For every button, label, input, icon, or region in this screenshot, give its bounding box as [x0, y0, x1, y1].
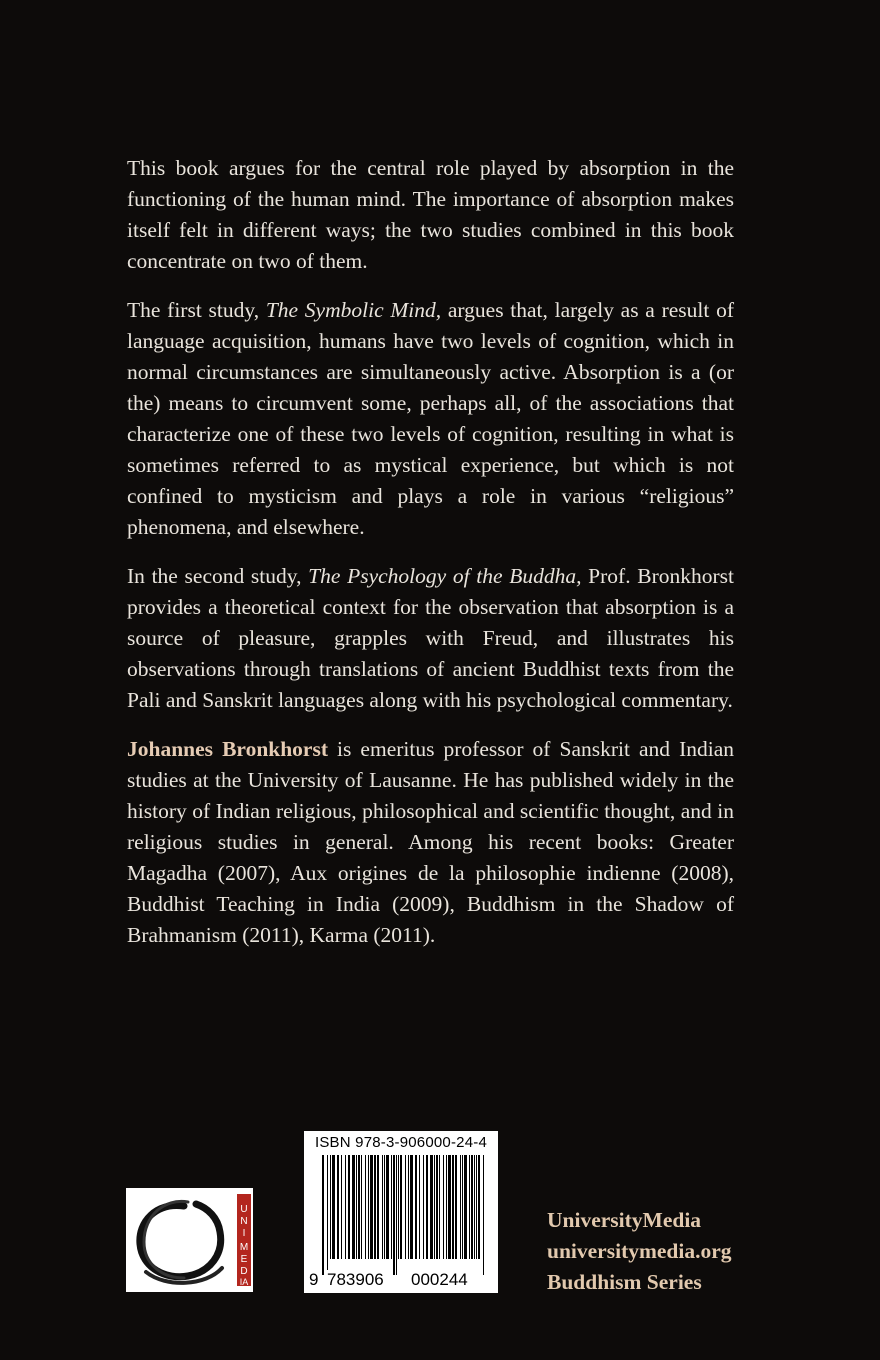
barcode-bar: [396, 1155, 397, 1275]
barcode-bar: [464, 1155, 467, 1259]
barcode-digit-group-1: 783906: [327, 1270, 384, 1289]
barcode-bar: [382, 1155, 383, 1259]
isbn-barcode: [304, 1131, 498, 1293]
barcode-bar: [410, 1155, 413, 1259]
blurb-paragraph-2: The first study, The Symbolic Mind, argues that, largely as a result of language acquisition, humans have two levels of cognition, which in normal circumstances are simultaneously active. Absorption is a (or the) means to circumvent some, perhaps all, of the associations that characterize one of these two levels of cognition, resulting in what is sometimes referred to as mystical experience, but which is not confined to mysticism and plays a role in various “religious” phenomena, and elsewhere.: [127, 298, 734, 539]
barcode-bar: [398, 1155, 399, 1259]
barcode-bar: [391, 1155, 392, 1259]
series-name: Buddhism Series: [547, 1270, 702, 1294]
barcode-bar: [330, 1155, 331, 1259]
barcode-bar: [430, 1155, 433, 1259]
book-title-symbolic-mind: The Symbolic Mind,: [265, 298, 442, 322]
barcode-bar: [434, 1155, 435, 1259]
barcode-bar: [469, 1155, 470, 1259]
barcode-bar: [370, 1155, 373, 1259]
svg-text:N: N: [240, 1216, 248, 1227]
back-cover-blurb: [127, 153, 734, 969]
barcode-bar: [452, 1155, 454, 1259]
barcode-bar: [348, 1155, 350, 1259]
barcode-bar: [377, 1155, 379, 1259]
author-bio: Johannes Bronkhorst is emeritus professor of Sanskrit and Indian studies at the University of Lausanne. He has published widely in the history of Indian religious, philosophical and scientific thought, and in religious studies in general. Among his recent books: Greater Magadha (2007), Aux origines de la philosophie indienne (2008), Buddhist Teaching in India (2009), Buddhism in the Shadow of Brahmanism (2011), Karma (2011).: [127, 737, 735, 947]
publisher-name: UniversityMedia: [547, 1208, 702, 1232]
barcode-bar: [322, 1155, 324, 1275]
barcode-digit-lead: 9: [309, 1270, 319, 1289]
barcode-bar: [436, 1155, 438, 1259]
book-title-psychology-buddha: The Psychology of the Buddha,: [308, 564, 582, 588]
barcode-bar: [415, 1155, 417, 1259]
barcode-bar: [446, 1155, 447, 1259]
barcode-bar: [471, 1155, 473, 1259]
svg-text:M: M: [239, 1242, 249, 1253]
barcode-bar: [478, 1155, 480, 1259]
barcode-bar: [408, 1155, 409, 1259]
barcode-bar: [374, 1155, 376, 1259]
svg-text:E: E: [240, 1254, 248, 1265]
barcode-bar: [393, 1155, 395, 1275]
publisher-info: [547, 1205, 767, 1298]
barcode-digit-group-2: 000244: [411, 1270, 468, 1289]
barcode-bar: [423, 1155, 424, 1259]
barcode-bar: [386, 1155, 389, 1259]
barcode-bar: [327, 1155, 328, 1275]
barcode-bar: [405, 1155, 406, 1259]
barcode-bar: [341, 1155, 342, 1259]
barcode-bar: [352, 1155, 355, 1259]
svg-text:U: U: [240, 1204, 248, 1215]
barcode-bar: [337, 1155, 339, 1259]
barcode-bar: [384, 1155, 385, 1259]
publisher-logo: [126, 1188, 253, 1292]
barcode-bar: [462, 1155, 463, 1259]
enso-circle-icon: [126, 1188, 253, 1292]
barcode-bar: [460, 1155, 461, 1259]
barcode-bar: [483, 1155, 484, 1275]
barcode-bar: [356, 1155, 357, 1259]
svg-text:IA: IA: [239, 1277, 249, 1287]
barcode-bar: [345, 1155, 346, 1259]
publisher-url[interactable]: universitymedia.org: [547, 1239, 732, 1263]
barcode-bar: [368, 1155, 369, 1259]
barcode-bars: [310, 1155, 492, 1275]
barcode-digits: [306, 1269, 496, 1291]
barcode-bar: [476, 1155, 477, 1259]
author-name: Johannes Bronkhorst: [127, 737, 329, 761]
barcode-bar: [358, 1155, 360, 1259]
isbn-label: ISBN 978-3-906000-24-4: [314, 1134, 487, 1151]
barcode-bar: [419, 1155, 420, 1259]
blurb-paragraph-3: In the second study, The Psychology of the Buddha, Prof. Bronkhorst provides a theoretical context for the observation that absorption is a source of pleasure, grapples with Freud, and illustrates his observations through translations of ancient Buddhist texts from the Pali and Sanskrit languages along with his psychological commentary.: [127, 564, 734, 712]
blurb-paragraph-1: This book argues for the central role played by absorption in the functioning of the human mind. The importance of absorption makes itself felt in different ways; the two studies combined in this book concentrate on two of them.: [127, 156, 734, 273]
barcode-bar: [332, 1155, 335, 1259]
svg-text:D: D: [240, 1266, 248, 1277]
barcode-bar: [455, 1155, 457, 1259]
barcode-bar: [426, 1155, 428, 1259]
barcode-bar: [443, 1155, 444, 1259]
barcode-bar: [474, 1155, 475, 1259]
barcode-bar: [361, 1155, 362, 1259]
barcode-bar: [365, 1155, 366, 1259]
barcode-bar: [439, 1155, 440, 1259]
svg-text:I: I: [242, 1228, 246, 1239]
barcode-bar: [448, 1155, 451, 1259]
barcode-bar: [400, 1155, 402, 1259]
